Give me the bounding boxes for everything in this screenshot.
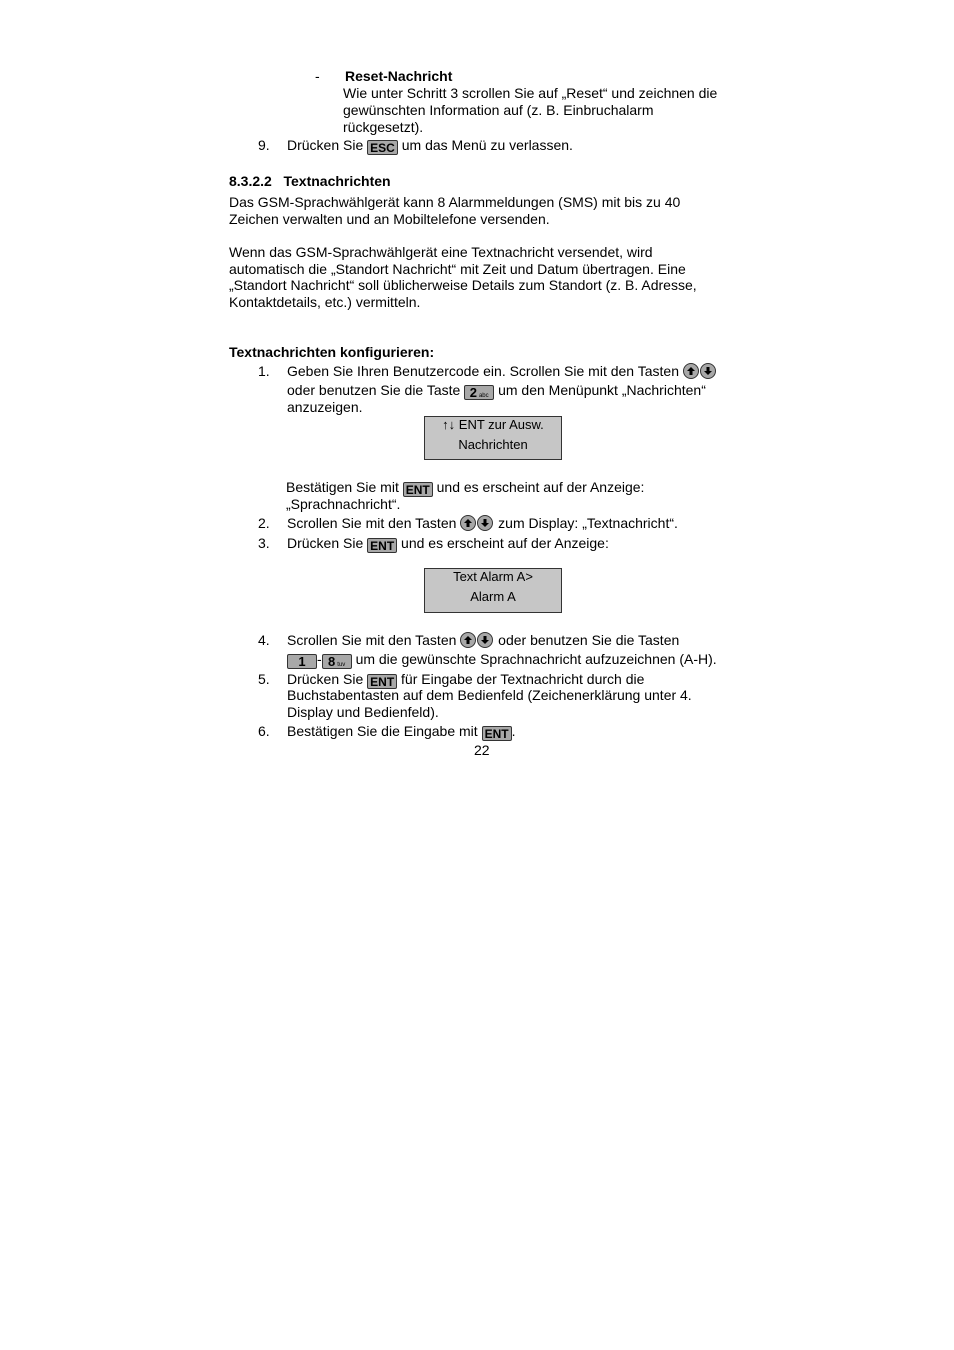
- step-1-line-2: [287, 382, 706, 400]
- step-3-pre: Drücken Sie: [287, 535, 364, 551]
- step-9-post: um das Menü zu verlassen.: [401, 137, 573, 153]
- reset-title: Reset-Nachricht: [345, 68, 453, 84]
- page-number: 22: [474, 742, 490, 758]
- lcd-2-line-1: Text Alarm A>: [453, 569, 533, 584]
- lcd-2-line-2: Alarm A: [470, 589, 516, 604]
- step-1-line-1-text: Geben Sie Ihren Benutzercode ein. Scrollen Sie mit den Tasten: [287, 363, 679, 379]
- step-6-text: [287, 723, 515, 741]
- key-1-icon: 1: [287, 654, 317, 669]
- step-1-line-3: anzuzeigen.: [287, 399, 363, 415]
- key-8-main: 8: [328, 654, 336, 669]
- step-2-number: 2.: [258, 515, 270, 531]
- step-4-pre: Scrollen Sie mit den Tasten: [287, 632, 457, 648]
- section-number: 8.3.2.2: [229, 173, 272, 189]
- lcd-display-text-alarm: [424, 568, 562, 613]
- lcd-display-nachrichten: [424, 416, 562, 460]
- ent-key-icon: ENT: [403, 482, 433, 497]
- ent-key-icon: ENT: [482, 726, 512, 741]
- para-1-line-2: Zeichen verwalten und an Mobiltelefone versenden.: [229, 211, 550, 227]
- ent-key-icon: ENT: [367, 674, 397, 689]
- step-3-text: [287, 535, 609, 553]
- step-9-text: [287, 137, 573, 155]
- para-2-line-4: Kontaktdetails, etc.) vermitteln.: [229, 294, 421, 310]
- ent-key-icon: ENT: [367, 538, 397, 553]
- section-heading: [229, 173, 391, 190]
- key-8-icon: [322, 654, 352, 669]
- arrow-down-icon: [477, 632, 493, 648]
- step-6-pre: Bestätigen Sie die Eingabe mit: [287, 723, 478, 739]
- arrow-up-icon: [460, 515, 476, 531]
- key-2-sub: abc: [478, 393, 489, 399]
- lcd-1-line-2: Nachrichten: [458, 437, 528, 452]
- step-5-line-3: Display und Bedienfeld).: [287, 704, 439, 720]
- para-1-line-1: Das GSM-Sprachwählgerät kann 8 Alarmmeldungen (SMS) mit bis zu 40: [229, 194, 681, 210]
- step-4-post: oder benutzen Sie die Tasten: [498, 632, 680, 648]
- arrow-up-icon: [460, 632, 476, 648]
- step-3-post: und es erscheint auf der Anzeige:: [401, 535, 609, 551]
- reset-line-1: Wie unter Schritt 3 scrollen Sie auf „Reset“ und zeichnen die: [343, 85, 718, 101]
- step-1-line-2-pre: oder benutzen Sie die Taste: [287, 382, 461, 398]
- step-4-number: 4.: [258, 632, 270, 648]
- key-8-sub: tuv: [337, 662, 346, 668]
- arrow-down-icon: [700, 363, 716, 379]
- confirm-pre: Bestätigen Sie mit: [286, 479, 399, 495]
- step-2-text: [287, 515, 678, 532]
- step-4-dash: -: [317, 651, 322, 667]
- step-4-line-1: [287, 632, 679, 649]
- step-1-number: 1.: [258, 363, 270, 379]
- arrow-up-icon: [683, 363, 699, 379]
- step-6-post: .: [511, 723, 516, 739]
- esc-key-icon: ESC: [367, 140, 398, 155]
- step-9-number: 9.: [258, 137, 270, 153]
- key-2-icon: [464, 385, 494, 400]
- para-2-line-2: automatisch die „Standort Nachricht“ mit Zeit und Datum übertragen. Eine: [229, 261, 686, 277]
- step-3-number: 3.: [258, 535, 270, 551]
- confirm-line-1: [286, 479, 644, 497]
- step-6-number: 6.: [258, 723, 270, 739]
- key-2-main: 2: [469, 385, 477, 400]
- step-1-line-1: [287, 363, 717, 380]
- step-5-number: 5.: [258, 671, 270, 687]
- config-heading: Textnachrichten konfigurieren:: [229, 344, 435, 360]
- section-title: Textnachrichten: [283, 173, 391, 189]
- step-1-line-2-post: um den Menüpunkt „Nachrichten“: [498, 382, 706, 398]
- step-2-pre: Scrollen Sie mit den Tasten: [287, 515, 457, 531]
- arrow-down-icon: [477, 515, 493, 531]
- step-9-pre: Drücken Sie: [287, 137, 364, 153]
- para-2-line-1: Wenn das GSM-Sprachwählgerät eine Textnachricht versendet, wird: [229, 244, 653, 260]
- step-4-line-2-post: um die gewünschte Sprachnachricht aufzuzeichnen (A-H).: [355, 651, 717, 667]
- step-5-pre: Drücken Sie: [287, 671, 364, 687]
- step-2-post: zum Display: „Textnachricht“.: [498, 515, 678, 531]
- reset-line-3: rückgesetzt).: [343, 119, 424, 135]
- step-5-line-2: Buchstabentasten auf dem Bedienfeld (Zeichenerklärung unter 4.: [287, 687, 692, 703]
- confirm-post: und es erscheint auf der Anzeige:: [436, 479, 645, 495]
- confirm-line-2: „Sprachnachricht“.: [286, 496, 401, 512]
- step-5-post: für Eingabe der Textnachricht durch die: [401, 671, 645, 687]
- list-dash: -: [315, 68, 320, 84]
- lcd-1-line-1: ↑↓ ENT zur Ausw.: [442, 417, 544, 432]
- reset-line-2: gewünschten Information auf (z. B. Einbruchalarm: [343, 102, 654, 118]
- step-4-line-2: [287, 651, 717, 669]
- para-2-line-3: „Standort Nachricht“ soll üblicherweise Details zum Standort (z. B. Adresse,: [229, 277, 697, 293]
